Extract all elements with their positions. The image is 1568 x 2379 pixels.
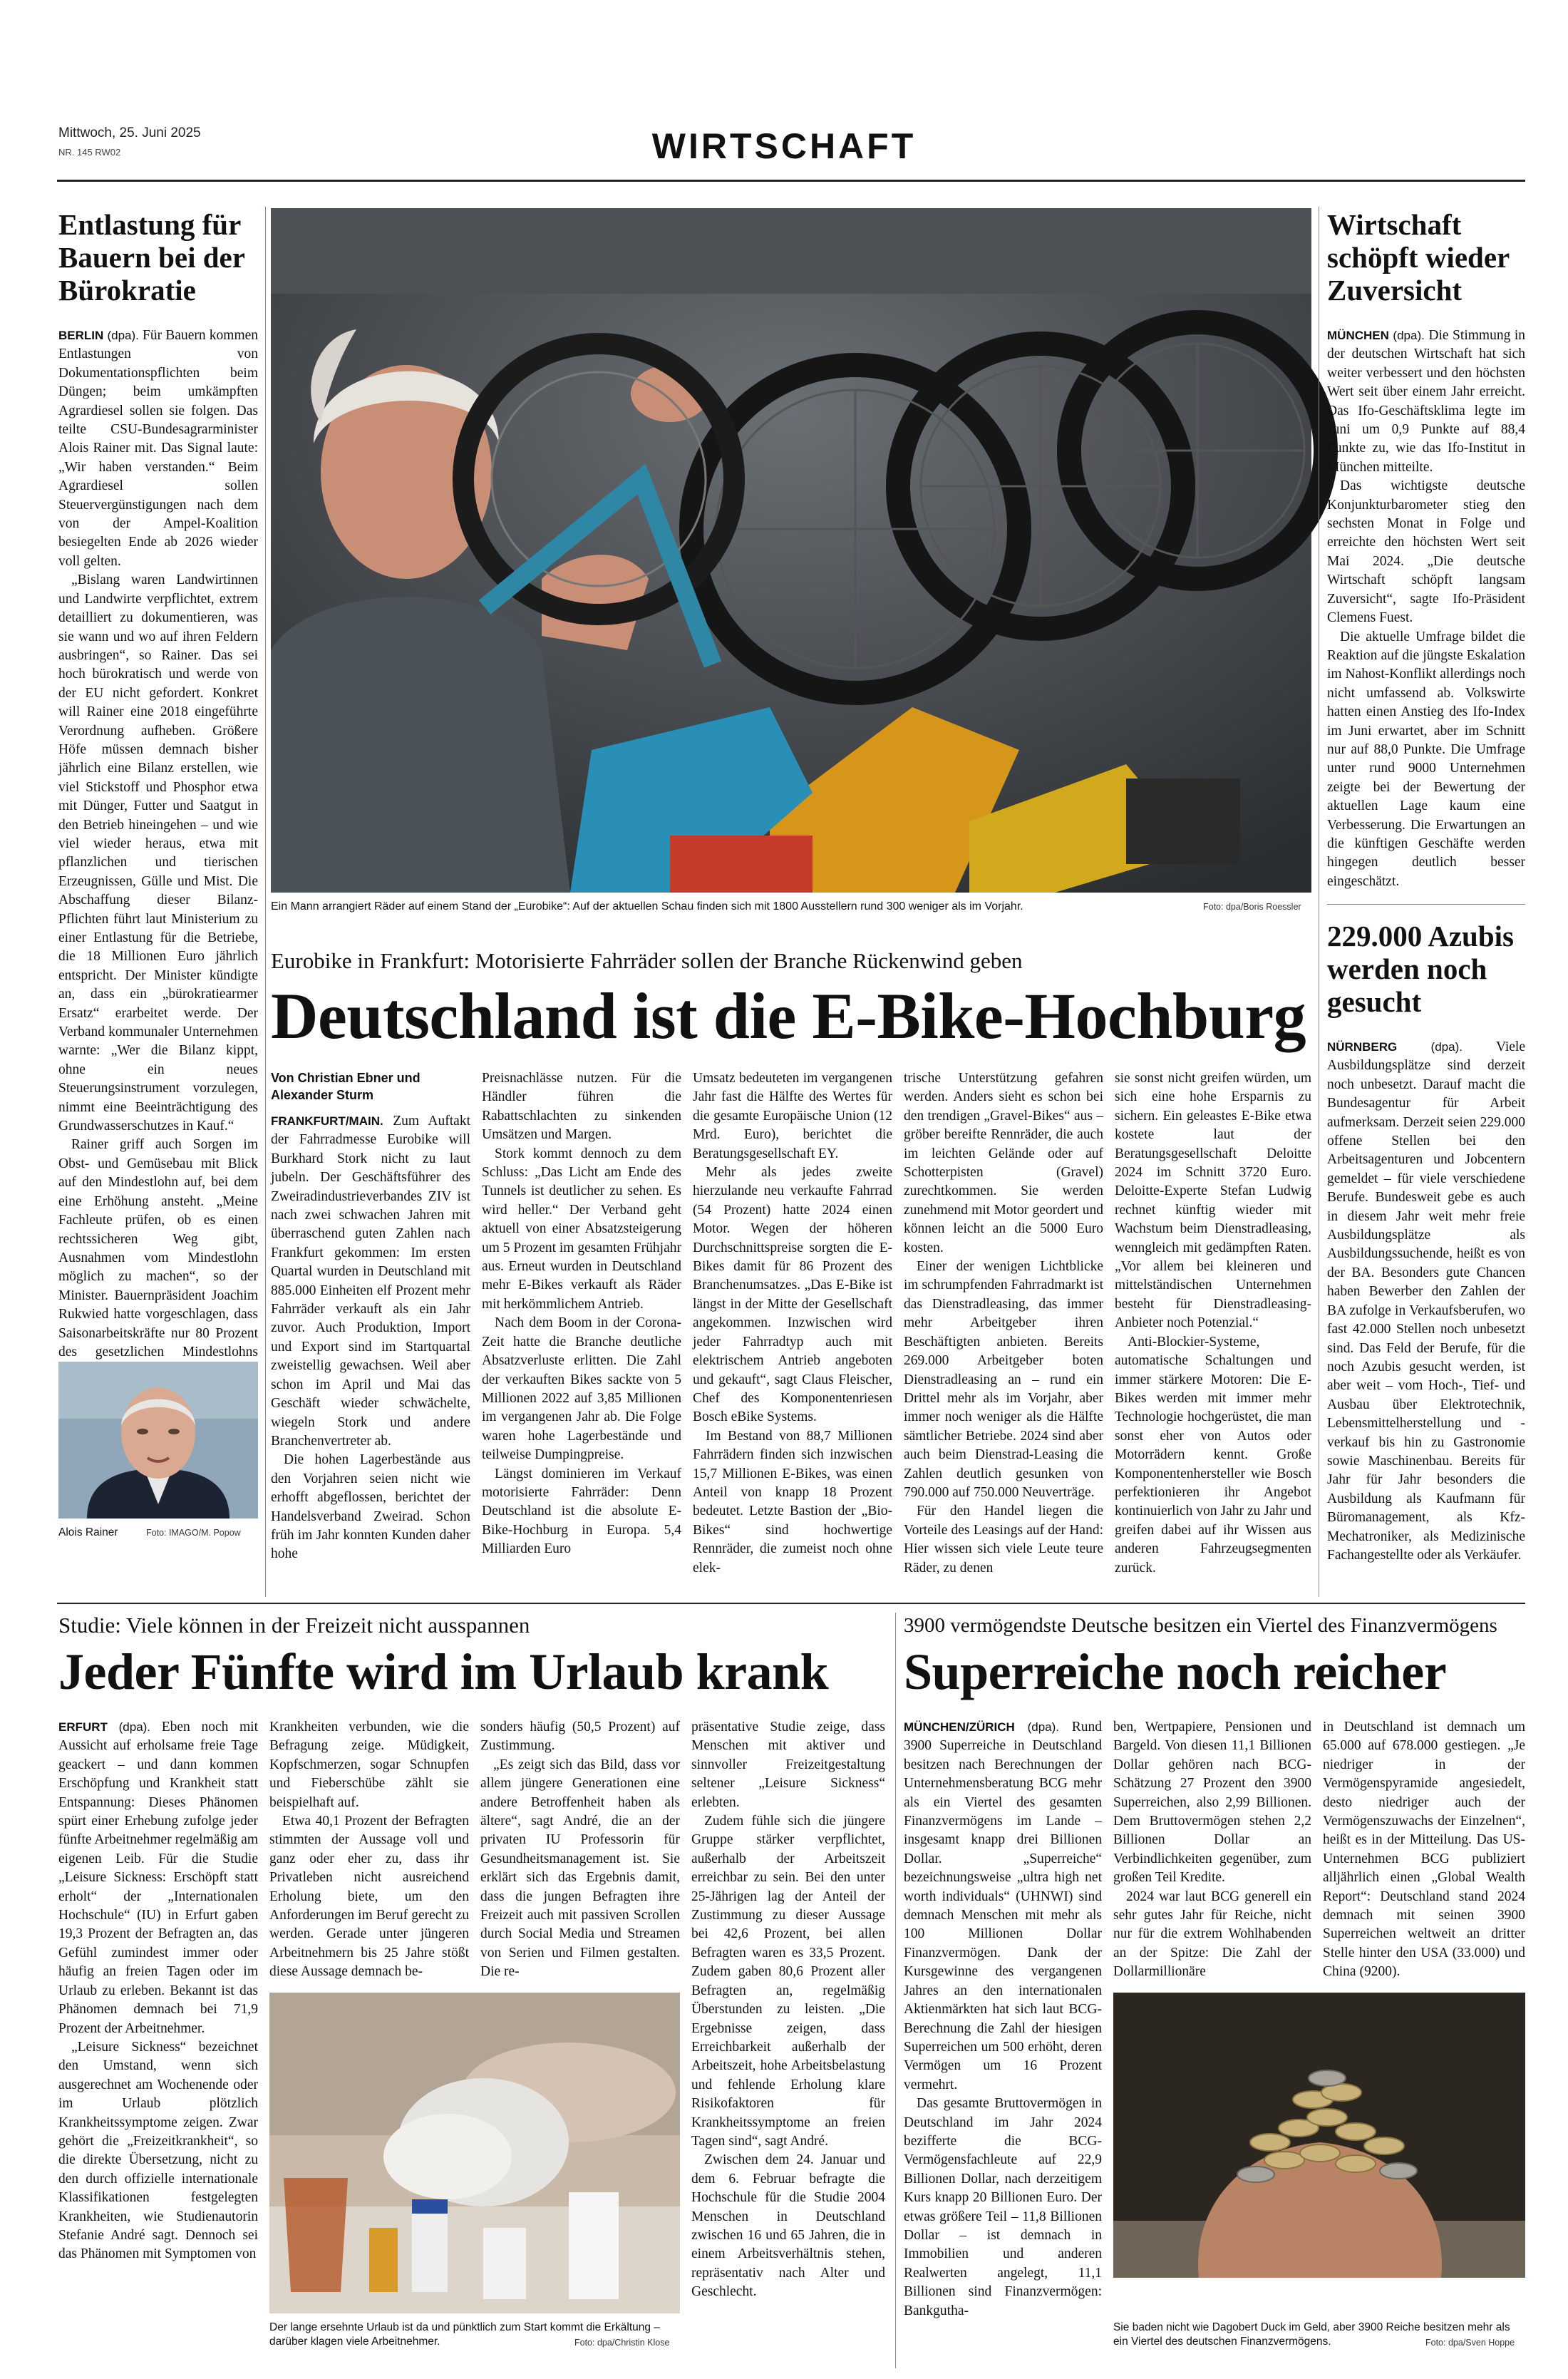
bottom-right-col-2-p1: ben, Wertpapiere, Pensionen und Bargeld. Von diesen 11,1 Billionen Dollar gehören nach BCG-Schätzung 27 Prozent den 3900 Superreichen, also 2,99 Billionen. Dem Bruttovermögen stehen 2,2 Billionen Dollar an Verbindlichkeiten gegenüber, zum großen Teil Kredite. xyxy=(1113,1720,1311,1886)
bottom-right-col-1-p1: Rund 3900 Superreiche in Deutschland besitzen nach Berechnungen der Unternehmensberatung BCG mehr als ein Viertel des gesamten Finanzvermögens im Lande – insgesamt knapp drei Billionen Dollar. „Superreiche“ bezeichnungsweise „ultra high net worth individuals“ (UHNWI) sind demnach Menschen mit mehr als 100 Millionen Dollar Finanzvermögen. Dank der Kursgewinne des vergangenen Jahres an den internationalen Aktienmärkten hat sich laut BCG-Berechnung die Zahl der hiesigen Superreichen um 500 erhöht, deren Vermögen um 16 Prozent vermehrt. xyxy=(904,1720,1103,2092)
bottom-right-kicker: 3900 vermögendste Deutsche besitzen ein Viertel des Finanzvermögens xyxy=(904,1614,1497,1637)
bottom-left-col-4 xyxy=(691,1718,885,2360)
right-article2-headline: 229.000 Azubis werden noch gesucht xyxy=(1327,920,1514,1018)
bottom-left-col-4-p2: Zudem fühle sich die jüngere Gruppe stärker verpflichtet, außerhalb der Arbeitszeit erreichbar zu sein. Bei den unter 25-Jährigen lag der Anteil der Zustimmung zu dieser Aussage bei 42,6 Prozent, bei allen Befragten waren es 33,5 Prozent. Zudem gaben 80,6 Prozent aller Befragten an, regelmäßig Überstunden zu leisten. „Die Ergebnisse zeigen, dass Erreichbarkeit außerhalb der Arbeitszeit, hohe Arbeitsbelastung und fehlende Erholung klare Risikofaktoren für Krankheitssymptome an freien Tagen sind“, sagt André. xyxy=(691,1814,885,2149)
main-article-headline: Deutschland ist die E-Bike-Hochburg xyxy=(271,980,1306,1052)
left-article-p3: Rainer griff auch Sorgen im Obst- und Gemüsebau mit Blick auf den Mindestlohn auf, bei dem eine Erhöhung ansteht. „Meine Fachleute prüfen, ob es einen rechtssicheren Weg gibt, Ausnahmen vom Mindestlohn möglich zu machen“, so der Minister. Bauernpräsident Joachim Rukwied hatte vorgeschlagen, dass Saisonarbeitskräfte nur 80 Prozent des gesetzlichen Mindestlohns xyxy=(58,1137,258,1360)
main-col-4 xyxy=(904,1069,1103,1583)
cold-photo xyxy=(269,1993,680,2313)
mid-page-rule xyxy=(57,1603,1525,1604)
right-article2-p1: Viele Ausbildungsplätze sind derzeit noch unbesetzt. Darauf macht die Bundesagentur für Arbeit aufmerksam. Derzeit seien 229.000 offene Stellen bei den Arbeitsagenturen und Jobcentern gemeldet – für viele verschiedene Berufe. Bundesweit gebe es auch in diesem Jahr weit mehr freie Ausbildungsplätze als Ausbildungssuchende, heißt es von der BA. Besonders gute Chancen haben Bewerber den Zahlen der BA zufolge in Verkaufsberufen, wo fast 42.000 Stellen noch unbesetzt sind. Das Feld der Berufe, für die noch Azubis gesucht werden, ist aber weit – vom Hoch-, Tief- und Ausbau über Elektrotechnik, Lebensmittelherstellung und -verkauf bis hin zu Gastronomie sowie Maschinenbau. Bereits für Jahr für Jahr besonders die Ausbildung als Kaufmann für Büromanagement, als Kfz-Mechatroniker, als Medizinische Fachangestellte oder als Verkäufer. xyxy=(1327,1039,1525,1563)
coins-photo xyxy=(1113,1993,1525,2278)
bottom-right-dateline: MÜNCHEN/ZÜRICH xyxy=(904,1720,1015,1734)
bottom-right-col-2-p2: 2024 war laut BCG generell ein sehr gutes Jahr für Reiche, nicht nur für die extrem Wohlhabenden an der Spitze: Die Zahl der Dollarmillionäre xyxy=(1113,1889,1311,1980)
bottom-right-col-3 xyxy=(1323,1718,1525,1982)
right-article1-p1: Die Stimmung in der deutschen Wirtschaft hat sich weiter verbessert und den höchsten Wert seit über einem Jahr erreicht. Das Ifo-Geschäftsklima legte im Juni um 0,9 Punkte auf 88,4 Punkte zu, wie das Ifo-Institut in München mitteilte. xyxy=(1327,328,1526,475)
bottom-left-col-2-p1: Krankheiten verbunden, wie die Befragung zeige. Müdigkeit, Kopfschmerzen, sogar Schnupfen und Fieberschübe zählt sie beispielhaft auf. xyxy=(269,1720,469,1810)
right-divider xyxy=(1327,904,1525,905)
main-col-3-p3: Im Bestand von 88,7 Millionen Fahrrädern finden sich inzwischen 15,7 Millionen E-Bikes, was einen Anteil von knapp 18 Prozent bedeutet. Letzte Bastion der „Bio-Bikes“ sind hochwertige Rennräder, die zumeist noch ohne elek- xyxy=(693,1428,892,1576)
main-col-1-p1: Zum Auftakt der Fahrradmesse Eurobike will Burkhard Stork nicht zu laut jubeln. Der Geschäftsführer des Zweiradindustrieverbandes ZIV ist nach zwei schwachen Jahren mit überraschend guten Zahlen nach Frankfurt gekommen: Im ersten Quartal wurden in Deutschland mit 885.000 Einheiten elf Prozent mehr Fahrräder verkauft als ein Jahr zuvor. Auch Produktion, Import und Export sind im Startquartal zweistellig gewachsen. Weil aber schon im April und Mai das Geschäft wieder schwächelte, wiegeln Stork und andere Branchenvertreter ab. xyxy=(271,1114,470,1449)
bottom-left-col-1-p1: Eben noch mit Aussicht auf erholsame freie Tage geackert – und dann kommen Erschöpfung und Krankheit statt Entspannung: Dieses Phänomen spürt einer Erhebung zufolge jeder fünfte Arbeitnehmer regelmäßig am eigenen Leib. Für die Studie „Leisure Sickness: Erschöpft statt erholt“ der „Internationalen Hochschule“ (IU) in Erfurt gaben 19,3 Prozent der Befragten an, das Gefühl zumindest immer oder häufig an freien Tagen oder im Urlaub zu erleben. Bekannt ist das Phänomen demnach bei 71,9 Prozent der Arbeitnehmer. xyxy=(58,1720,259,2036)
bottom-left-col-3-p1: sonders häufig (50,5 Prozent) auf Zustimmung. xyxy=(480,1720,680,1754)
bottom-left-agency: (dpa). xyxy=(118,1720,151,1734)
main-col-2 xyxy=(482,1069,681,1583)
right-article1-agency: (dpa). xyxy=(1393,329,1425,342)
section-title: WIRTSCHAFT xyxy=(651,126,917,166)
bottom-left-dateline: ERFURT xyxy=(58,1720,108,1734)
left-article-p1: Für Bauern kommen Entlastungen von Dokumentationspflichten beim Düngen; beim umkämpften Agrardiesel sollen sie folgen. Das teilte CSU-Bundesagrarminister Alois Rainer mit. Das Signal laute: „Wir haben verstanden.“ Beim Agrardiesel sollen Steuervergünstigungen nach dem von der Ampel-Koalition besiegelten Ende ab 2026 wieder voll gelten. xyxy=(58,328,259,569)
left-article-p2: „Bislang waren Landwirtinnen und Landwirte verpflichtet, extrem detailliert zu dokumentieren, was sie wann und wo auf ihren Feldern ausbringen“, so Rainer. Das sei hoch bürokratisch und werde von der EU nicht gefordert. Konkret will Rainer eine 2018 eingeführte Verordnung aufheben. Größere Höfe müssen demnach bisher jährlich eine Bilanz erstellen, wie viel Stickstoff und Phosphor etwa mit Dünger, Futter und Saatgut in den Betrieb hineingehen – und wie viel wieder heraus, etwa mit pflanzlichen und tierischen Erzeugnissen, Gülle und Mist. Die Abschaffung dieser Bilanz-Pflichten führt laut Ministerium zu einer Entlastung für die Betriebe, die 18 Millionen Euro jährlich entspricht. Der Minister kündigte an, dass ein „bürokratiearmer Ersatz“ erarbeitet werde. Der Verband kommunaler Unternehmen warnte: „Wer die Bilanz kippt, ohne ein neues Steuerungsinstrument vorzulegen, nimmt eine Beeinträchtigung des Grundwasserschutzes in Kauf.“ xyxy=(58,572,258,1134)
main-article-kicker: Eurobike in Frankfurt: Motorisierte Fahrräder sollen der Branche Rückenwind geben xyxy=(271,948,1023,973)
main-col-1-p2: Die hohen Lagerbestände aus den Vorjahren seien nicht wie erhofft abgeflossen, berichtet der Handelsverband Zweirad. Schon früh im Jahr konnten Kunden daher hohe xyxy=(271,1452,470,1562)
bottom-left-kicker: Studie: Viele können in der Freizeit nicht ausspannen xyxy=(58,1613,530,1638)
main-photo xyxy=(271,208,1311,893)
right-article1-body xyxy=(1327,327,1525,897)
cold-photo-caption: Der lange ersehnte Urlaub ist da und pünktlich zum Start kommt die Erkältung – darüber klagen viele Arbeitnehmer. xyxy=(269,2321,660,2348)
cold-photo-credit: Foto: dpa/Christin Klose xyxy=(574,2338,670,2348)
main-col-5-p2: Anti-Blockier-Systeme, automatische Schaltungen und immer stärkere Motoren: Die E-Bikes werden mit immer mehr Technologie hochgerüstet, die man sonst eher von Autos oder Motorrädern kennt. Große Komponentenhersteller wie Bosch perfektionieren ihr Angebot kontinuierlich von Jahr zu Jahr und greifen dabei auf ihr Wissen aus anderen Fahrzeugsegmenten zurück. xyxy=(1115,1334,1311,1576)
main-col-5 xyxy=(1115,1069,1311,1583)
bottom-left-col-4-p1: präsentative Studie zeige, dass Menschen mit aktiver und sinnvoller Freizeitgestaltung seltener „Leisure Sickness“ erlebten. xyxy=(691,1720,885,1810)
bottom-left-col-2 xyxy=(269,1718,469,1982)
bottom-left-col-1-p2: „Leisure Sickness“ bezeichnet den Umstand, wenn sich ausgerechnet am Wochenende oder im Urlaub plötzlich Krankheitssymptome zeigen. Zwar gehört die „Freizeitkrankheit“, so die direkte Übersetzung, nicht zu den durch offizielle internationale Klassifikationen festgelegten Krankheiten, wie Studienautorin Stefanie André sagt. Dennoch sei das Phänomen mit Symptomen von xyxy=(58,2039,258,2262)
main-photo-credit: Foto: dpa/Boris Roessler xyxy=(1203,902,1301,912)
portrait-caption: Alois Rainer xyxy=(58,1526,118,1538)
masthead-date: Mittwoch, 25. Juni 2025 xyxy=(58,125,201,140)
column-divider-left xyxy=(265,207,266,1597)
masthead-issue: NR. 145 RW02 xyxy=(58,147,121,158)
coins-photo-credit: Foto: dpa/Sven Hoppe xyxy=(1425,2338,1515,2348)
bottom-left-col-3-p2: „Es zeigt sich das Bild, dass vor allem jüngere Generationen eine andere Betroffenheit haben als ältere“, sagt André, die an der privaten IU Professorin für Gesundheitsmanagement ist. Sie erklärt sich das Ergebnis damit, dass die jungen Befragten ihre Freizeit auch mit passiven Scrollen durch Social Media und Streamen von Serien und Filmen gestalten. Die re- xyxy=(480,1757,680,1980)
main-col-3-p1: Umsatz bedeuteten im vergangenen Jahr fast die Hälfte des Wertes für die gesamte Europäische Union (12 Mrd. Euro), berichtet die Beratungsgesellschaft EY. xyxy=(693,1071,892,1161)
main-col-4-p1: trische Unterstützung gefahren werden. Anders sieht es schon bei den trendigen „Gravel-Bikes“ aus – gröber bereifte Rennräder, die auch im leichten Gelände oder auf Schotterpisten (Gravel) zurechtkommen. Sie werden zunehmend mit Motor geordert und können leicht an die 5000 Euro kosten. xyxy=(904,1071,1103,1255)
left-article-agency: (dpa). xyxy=(107,329,139,342)
bottom-left-col-4-p3: Zwischen dem 24. Januar und dem 6. Februar befragte die Hochschule für die Studie 2004 Menschen in Deutschland zwischen 16 und 65 Jahren, die in einem Arbeitsverhältnis stehen, repräsentativ nach Alter und Geschlecht. xyxy=(691,2152,885,2300)
main-article-dateline: FRANKFURT/MAIN. xyxy=(271,1114,383,1128)
main-col-2-p2: Stork kommt dennoch zu dem Schluss: „Das Licht am Ende des Tunnels ist deutlicher zu sehen. Es wird heller.“ Der Verband geht aktuell von einer Absatzsteigerung um 5 Prozent im gesamten Frühjahr aus. Erneut wurden in Deutschland mehr E-Bikes verkauft als Räder mit herkömmlichem Antrieb. xyxy=(482,1146,681,1312)
main-col-4-p3: Für den Handel liegen die Vorteile des Leasings auf der Hand: Hier wissen sich viele Leute teure Räder, zu denen xyxy=(904,1504,1103,1576)
main-col-1 xyxy=(271,1069,470,1583)
right-article1-p3: Die aktuelle Umfrage bildet die Reaktion auf die jüngste Eskalation im Nahost-Konflikt allerdings noch nicht umfassend ab. Volkswirte hatten einen Anstieg des Ifo-Index im Juni erwartet, aber im Schnitt nur auf 88,0 Punkte. Die Umfrage unter rund 9000 Unternehmen zeigte bei der Bewertung der aktuellen Lage kaum eine Verbesserung. Die Erwartungen an die künftigen Geschäfte werden hingegen deutlich besser eingeschätzt. xyxy=(1327,629,1525,889)
bottom-left-col-1 xyxy=(58,1718,258,2360)
main-col-2-p4: Längst dominieren im Verkauf motorisierte Fahrräder: Denn Deutschland ist die absolute E-Bike-Hochburg in Europa. 5,4 Milliarden Euro xyxy=(482,1466,681,1557)
bottom-right-agency: (dpa). xyxy=(1027,1720,1059,1734)
main-col-2-p1: Preisnachlässe nutzen. Für die Händler führen die Rabattschlachten zu sinkenden Umsätzen und Margen. xyxy=(482,1071,681,1143)
bottom-left-col-2-p2: Etwa 40,1 Prozent der Befragten stimmten der Aussage voll und ganz oder eher zu, dass ihr Privatleben nicht ausreichend Erholung biete, um den Anforderungen im Beruf gerecht zu werden. Gerade unter jüngeren Arbeitnehmern bis 25 Jahre stößt diese Aussage demnach be- xyxy=(269,1814,469,1980)
left-article-dateline: BERLIN xyxy=(58,329,104,342)
bottom-left-col-3 xyxy=(480,1718,680,1982)
left-article-headline: Entlastung für Bauern bei der Bürokratie xyxy=(58,208,245,307)
main-col-2-p3: Nach dem Boom in der Corona-Zeit hatte die Branche deutliche Absatzverluste erlitten. Die Zahl der verkauften Bikes sackte von 5 Millionen 2022 auf 3,85 Millionen im vergangenen Jahr ab. Die Folge waren hohe Lagerbestände und teilweise Dumpingpreise. xyxy=(482,1315,681,1463)
main-col-3 xyxy=(693,1069,892,1583)
right-article2-body xyxy=(1327,1038,1525,1594)
bottom-left-headline: Jeder Fünfte wird im Urlaub krank xyxy=(58,1643,829,1700)
coins-photo-caption: Sie baden nicht wie Dagobert Duck im Geld, aber 3900 Reiche besitzen mehr als ein Viertel des deutschen Finanzvermögens. xyxy=(1113,2321,1510,2348)
right-article2-agency: (dpa). xyxy=(1430,1040,1463,1054)
bottom-right-col-1-p2: Das gesamte Bruttovermögen in Deutschland im Jahr 2024 bezifferte die BCG-Vermögensfachleute auf 22,9 Billionen Dollar, nach derzeitigem Kurs knapp 20 Billionen Euro. Der etwas größere Teil – 11,8 Billionen Dollar – ist demnach in Immobilien und anderen Realwerten angelegt, 11,1 Billionen sind Finanzvermögen: Bankgutha- xyxy=(904,2096,1102,2318)
bottom-column-divider xyxy=(895,1613,896,2368)
main-col-4-p2: Einer der wenigen Lichtblicke im schrumpfenden Fahrradmarkt ist das Dienstradleasing, das immer mehr Arbeitgeber ihren Beschäftigten anbieten. Bereits 269.000 Arbeitgeber boten Dienstradleasing an – rund ein Drittel mehr als im Vorjahr, aber immer noch weniger als die Hälfte sämtlicher Betriebe. 2024 sind aber auch beim Dienstrad-Leasing die Zahlen deutlich gesunken von 790.000 auf 750.000 Neuverträge. xyxy=(904,1259,1103,1500)
portrait-photo xyxy=(58,1362,258,1519)
masthead-rule xyxy=(57,180,1525,182)
main-photo-caption: Ein Mann arrangiert Räder auf einem Stand der „Eurobike“: Auf der aktuellen Schau finden sich mit 1800 Ausstellern rund 300 weniger als im Vorjahr. xyxy=(271,900,1023,913)
right-article1-headline: Wirtschaft schöpft wieder Zuversicht xyxy=(1327,208,1510,307)
portrait-credit: Foto: IMAGO/M. Popow xyxy=(146,1528,241,1538)
bottom-right-col-1 xyxy=(904,1718,1102,2360)
main-article-byline: Von Christian Ebner und Alexander Sturm xyxy=(271,1071,421,1102)
main-col-5-p1: sie sonst nicht greifen würden, um sich eine hohe Ersparnis zu sichern. Ein geleastes E-Bike etwa kostete laut der Beratungsgesellschaft Deloitte 2024 im Schnitt 3720 Euro. Deloitte-Experte Stefan Ludwig rechnet künftig wieder mit Wachstum beim Dienstradleasing, wenngleich mit gedämpften Raten. „Vor allem bei kleineren und mittelständischen Unternehmen besteht für Dienstradleasing-Anbieter noch Potenzial.“ xyxy=(1115,1071,1311,1331)
main-col-3-p2: Mehr als jedes zweite hierzulande neu verkaufte Fahrrad (54 Prozent) hatte 2024 einen Motor. Wegen der höheren Durchschnittspreise sorgten die E-Bikes damit für 86 Prozent des Branchenumsatzes. „Das E-Bike ist längst in der Mitte der Gesellschaft angekommen. Inzwischen wird jeder Fahrradtyp auch mit elektrischem Antrieb angeboten und gekauft“, sagt Claus Fleischer, Chef des Komponentenriesen Bosch eBike Systems. xyxy=(693,1165,892,1425)
right-article2-dateline: NÜRNBERG xyxy=(1327,1040,1398,1054)
bottom-right-col-3-p1: in Deutschland ist demnach um 65.000 auf 678.000 gestiegen. „Je niedriger in der Vermögenspyramide angesiedelt, desto niedriger auch der Vermögenszuwachs der Einzelnen“, heißt es in der Mitteilung. Das US-Unternehmen BCG publiziert alljährlich einen „Global Wealth Report“: Deutschland stand 2024 demnach mit seinen 3900 Superreichen weltweit an dritter Stelle hinter den USA (33.000) und China (9200). xyxy=(1323,1720,1525,1980)
bottom-right-col-2 xyxy=(1113,1718,1311,1982)
left-article-body xyxy=(58,327,259,1360)
bottom-right-headline: Superreiche noch reicher xyxy=(904,1643,1447,1700)
right-article1-dateline: MÜNCHEN xyxy=(1327,329,1389,342)
right-article1-p2: Das wichtigste deutsche Konjunkturbarometer stieg den sechsten Monat in Folge und erreichte den höchsten Wert seit Mai 2024. „Die deutsche Wirtschaft schöpft langsam Zuversicht“, sagte Ifo-Präsident Clemens Fuest. xyxy=(1327,478,1525,626)
